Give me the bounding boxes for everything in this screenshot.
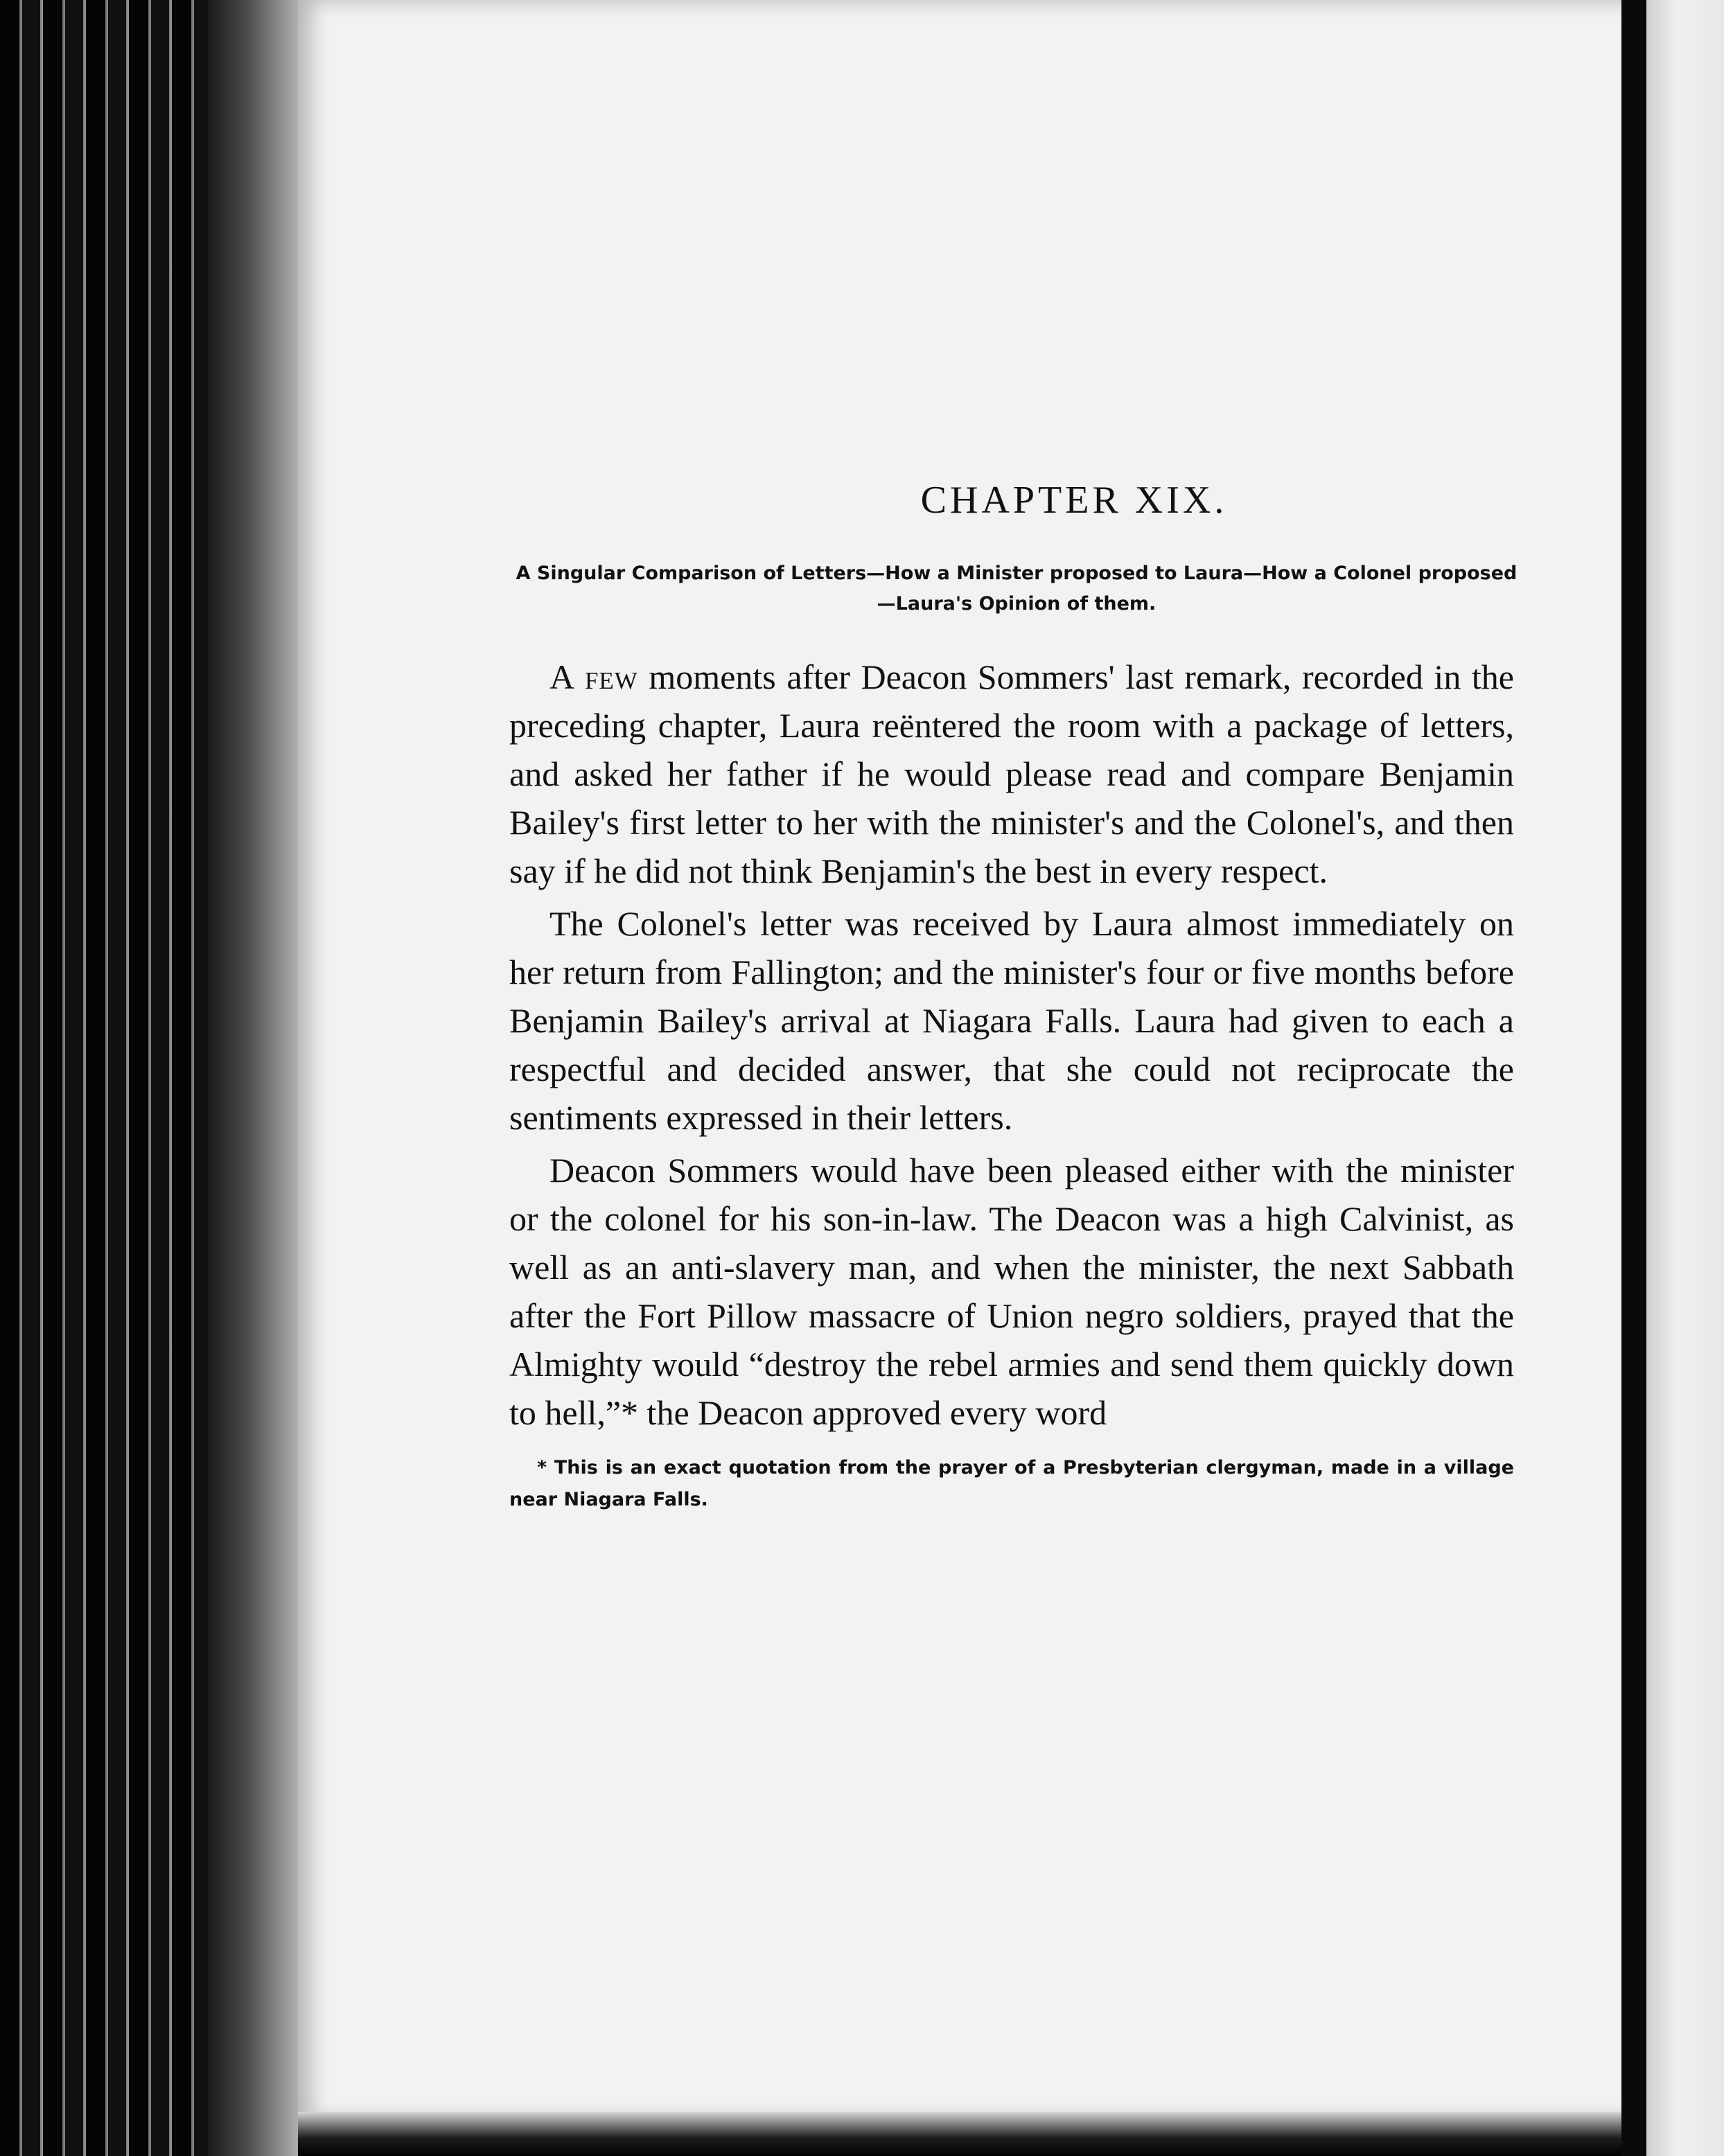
page-gutter-shadow: [208, 0, 305, 2156]
paragraph-lead: A few: [549, 657, 638, 696]
chapter-synopsis: A Singular Comparison of Letters—How a Minister proposed to Laura—How a Colonel proposed—Laura's Opinion of them.: [516, 563, 1518, 615]
page-bottom-edge: [298, 2112, 1649, 2156]
footnote: * This is an exact quotation from the prayer of a Presbyterian clergyman, made in a village near Niagara Falls.: [509, 1457, 1514, 1510]
paragraph-1: [509, 653, 1514, 895]
paragraph-text: moments after Deacon Sommers' last remark, recorded in the preceding chapter, Laura reëntered the room with a package of letters, and asked her father if he would please read and compare Benjamin Bailey's first letter to her with the minister's and the Colonel's, and then say if he did not think Benjamin's the best in every respect.: [509, 657, 1514, 890]
spine-shadow: [1621, 0, 1646, 2156]
facing-page-edge: [1646, 0, 1724, 2156]
paragraph-3: Deacon Sommers would have been pleased either with the minister or the colonel for his son-in-law. The Deacon was a high Calvinist, as well as an anti-slavery man, and when the minister, the next Sabbath after the Fort Pillow massacre of Union negro soldiers, prayed that the Almighty would “destroy the rebel armies and send them quickly down to hell,”* the Deacon approved every word: [509, 1151, 1514, 1432]
page-text: [509, 478, 1518, 1535]
paragraph-2: The Colonel's letter was received by Laura almost immediately on her return from Fallington; and the minister's four or five months before Benjamin Bailey's arrival at Niagara Falls. Laura had given to each a respectful and decided answer, that she could not reciprocate the sentiments expressed in their letters.: [509, 904, 1514, 1137]
chapter-title: CHAPTER XIX.: [920, 479, 1228, 522]
